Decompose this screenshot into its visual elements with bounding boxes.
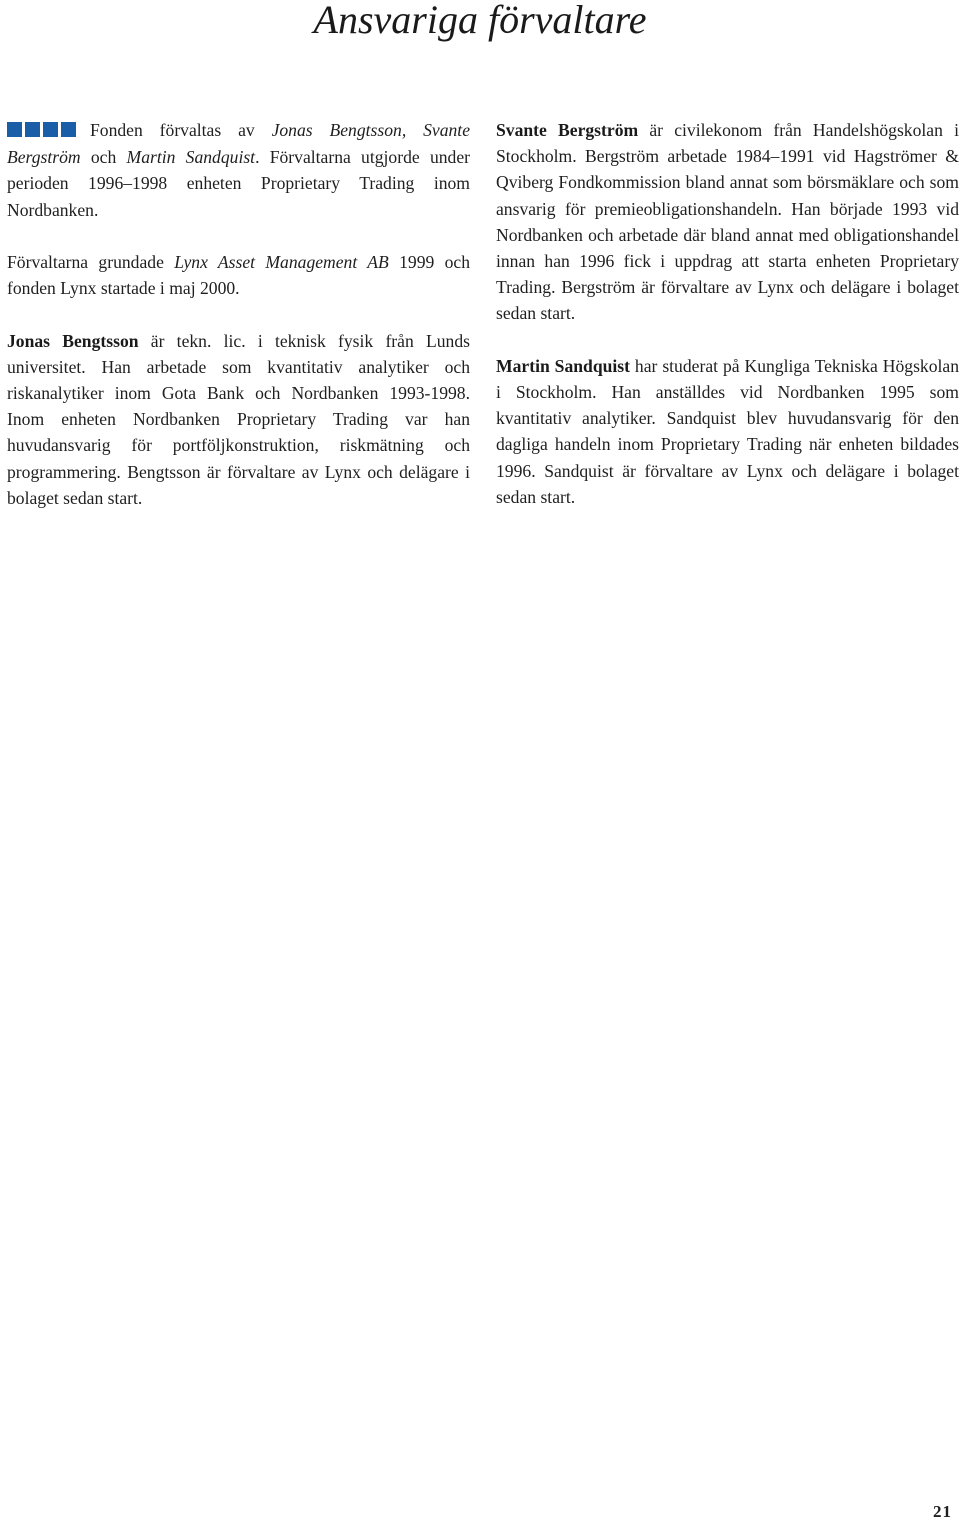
sandquist-name: Martin Sandquist <box>496 355 630 376</box>
intro-name2: Martin Sandquist <box>126 147 256 168</box>
intro-paragraph <box>7 117 470 223</box>
sandquist-paragraph <box>496 353 959 510</box>
intro-pre: Fonden förvaltas av <box>90 120 272 140</box>
intro-mid: och <box>80 147 127 168</box>
founding-pre: Förvaltarna grundade <box>7 252 175 272</box>
founding-post: 1999 och fonden Lynx startade i maj 2000. <box>7 252 471 299</box>
page-number: 21 <box>933 1502 952 1521</box>
page-title: Ansvariga förvaltare <box>313 0 647 42</box>
bergstrom-text: är civilekonom från Handelshögskolan i Stockholm. Bergström arbetade 1984–1991 vid Hagströmer & Qviberg Fondkommission bland annat som börsmäklare och som ansvarig för premieobligationshandeln. Han började 1993 vid Nordbanken och arbetade där bland annat med obligationshandel innan han 1996 fick i uppdrag att starta enheten Proprietary Trading. Bergström är förvaltare av Lynx och delägare i bolaget sedan start. <box>496 120 959 324</box>
bullet-squares-icon <box>7 118 76 144</box>
bengtsson-name: Jonas Bengtsson <box>7 330 139 351</box>
intro-post: . Förvaltarna utgjorde under perioden 1996–1998 enheten Proprietary Trading inom Nordbanken. <box>7 147 470 220</box>
intro-name1: Jonas Bengtsson, Svante Bergström <box>7 120 470 168</box>
sandquist-text: har studerat på Kungliga Tekniska Högskolan i Stockholm. Han anställdes vid Nordbanken 1995 som kvantitativ analytiker. Sandquist blev huvudansvarig för den dagliga handeln inom Proprietary Trading när enheten bildades 1996. Sandquist är förvaltare av Lynx och delägare i bolaget sedan start. <box>496 355 959 507</box>
bergstrom-name: Svante Bergström <box>496 120 639 140</box>
founding-paragraph <box>7 249 470 301</box>
bengtsson-paragraph <box>7 328 470 511</box>
founding-company: Lynx Asset Management AB <box>174 252 389 272</box>
left-column <box>7 117 470 537</box>
right-column <box>496 117 959 536</box>
bergstrom-paragraph <box>496 117 959 327</box>
bengtsson-text: är tekn. lic. i teknisk fysik från Lunds universitet. Han arbetade som kvantitativ analytiker och riskanalytiker inom Gota Bank och Nordbanken 1993-1998. Inom enheten Nordbanken Proprietary Trading var han huvudansvarig för portföljkonstruktion, riskmätning och programmering. Bengtsson är förvaltare av Lynx och delägare i bolaget sedan start. <box>7 330 471 508</box>
